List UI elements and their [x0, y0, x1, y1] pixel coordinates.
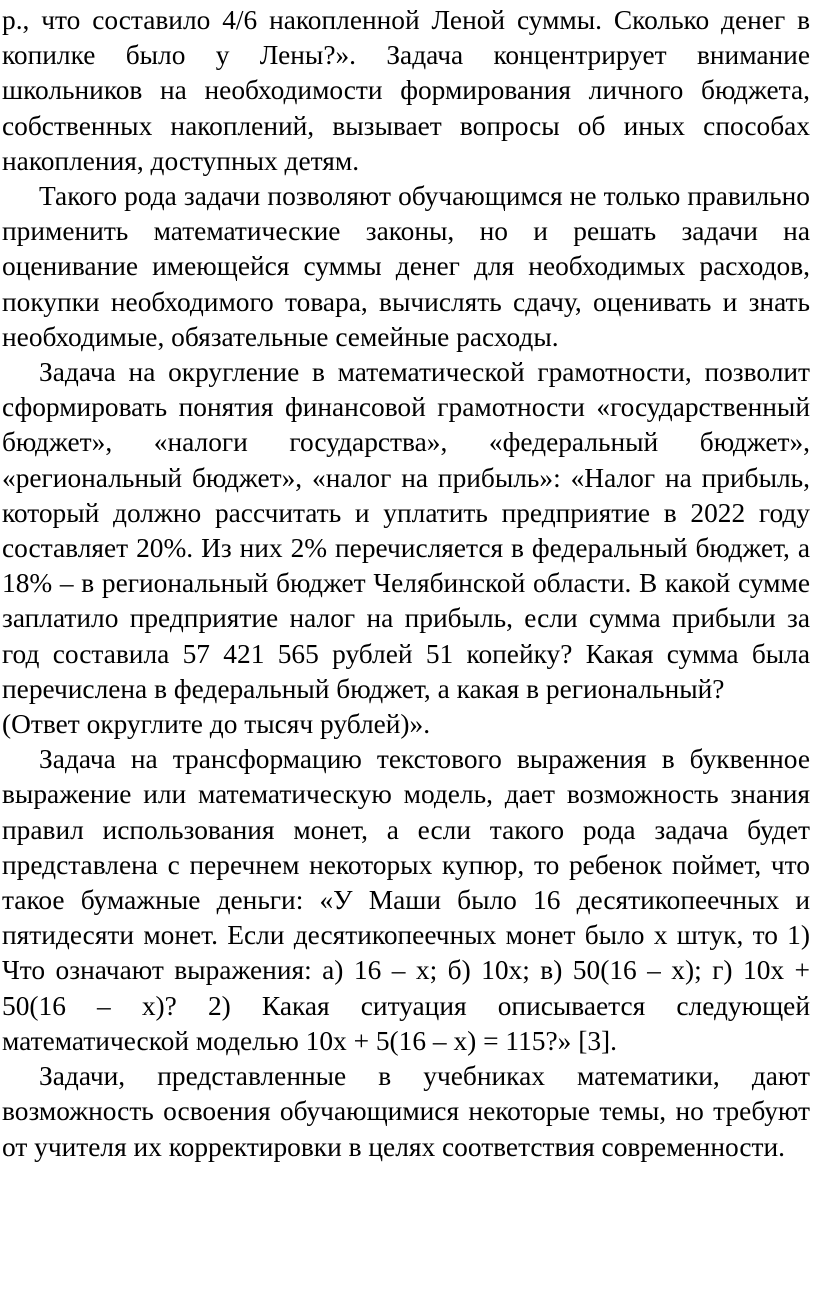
paragraph-3-body: Задача на округление в математической грамотности, позволит сформировать понятия финансовой грамотности «государственный бюджет», «налоги государства», «федеральный бюджет», «региональный бюджет», «налог на прибыль»: «Налог на прибыль, который должно рассчитать и уплатить предприятие в 2022 году составляет 20%. Из них 2% перечисляется в федеральный бюджет, а 18% – в региональный бюджет Челябинской области. В какой сумме заплатило предприятие налог на прибыль, если сумма прибыли за год составила 57 421 565 рублей 51 копейку? Какая сумма была перечислена в федеральный бюджет, а какая в региональный?: [2, 357, 810, 704]
paragraph-2: Такого рода задачи позволяют обучающимся не только правильно применить математические законы, но и решать задачи на оценивание имеющейся суммы денег для необходимых расходов, покупки необходимого товара, вычислять сдачу, оценивать и знать необходимые, обязательные семейные расходы.: [2, 181, 810, 352]
paragraph-4: Задача на трансформацию текстового выражения в буквенное выражение или математическую модель, дает возможность знания правил использования монет, а если такого рода задача будет представлена с перечнем некоторых купюр, то ребенок поймет, что такое бумажные деньги: «У Маши было 16 десятикопеечных и пятидесяти монет. Если десятикопеечных монет было x штук, то 1) Что означают выражения: а) 16 – x; б) 10x; в) 50(16 – x); г) 10x + 50(16 – x)? 2) Какая ситуация описывается следующей математической моделью 10x + 5(16 – x) = 115?» [3].: [2, 744, 810, 1056]
paragraph-1: р., что составило 4/6 накопленной Леной суммы. Сколько денег в копилке было у Лены?». Задача концентрирует внимание школьников на необходимости формирования личного бюджета, собственных накоплений, вызывает вопросы об иных способах накопления, доступных детям.: [2, 5, 810, 176]
paragraph-5: Задачи, представленные в учебниках математики, дают возможность освоения обучающимися некоторые темы, но требуют от учителя их корректировки в целях соответствия современности.: [2, 1061, 810, 1162]
paragraph-3-continuation: (Ответ округлите до тысяч рублей)».: [2, 709, 431, 740]
paragraph-3: [2, 355, 810, 742]
